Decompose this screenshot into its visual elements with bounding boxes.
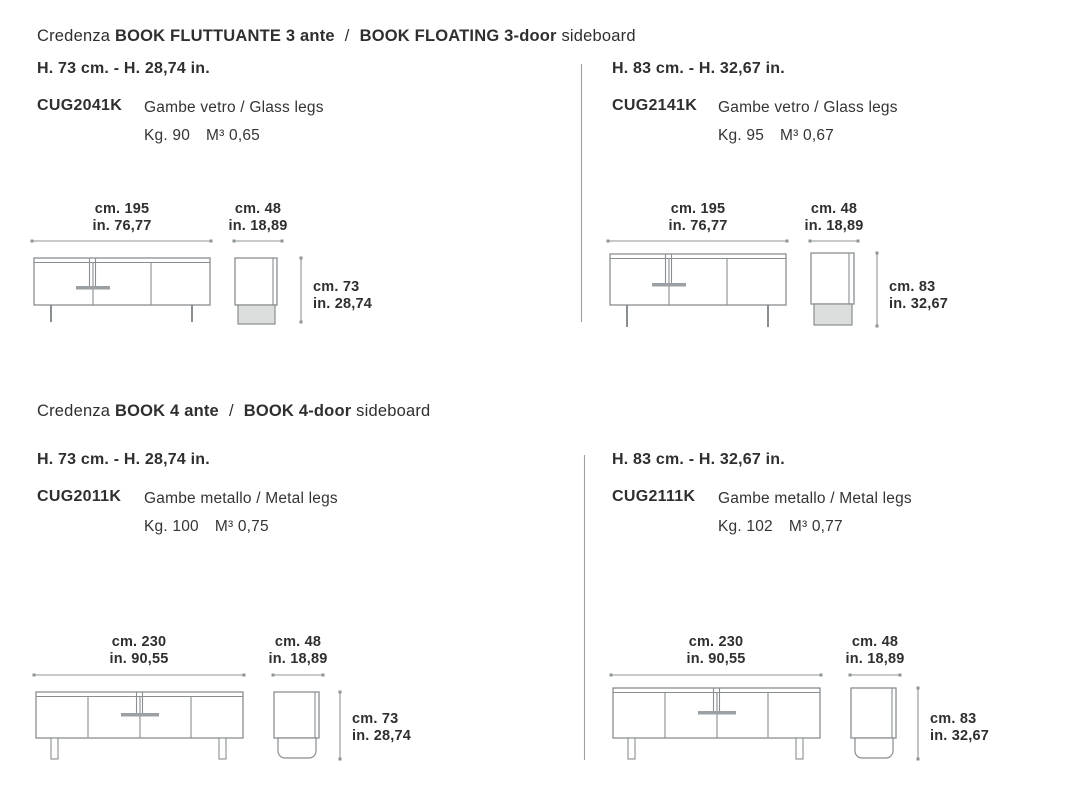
section-title-book-4door bbox=[37, 402, 430, 421]
metal-leg bbox=[219, 738, 226, 759]
front-view bbox=[34, 258, 210, 322]
width-dimension-line bbox=[33, 674, 325, 677]
width-label-in: in. 76,77 bbox=[92, 218, 152, 234]
side-view bbox=[811, 253, 854, 325]
height-label-in: in. 32,67 bbox=[930, 728, 990, 744]
height-dimension-line bbox=[876, 252, 879, 328]
title-lead: Credenza bbox=[37, 27, 111, 46]
depth-label-cm: cm. 48 bbox=[851, 634, 899, 650]
title-model-en: BOOK FLOATING 3-door bbox=[359, 27, 557, 46]
weight-volume-row bbox=[718, 127, 834, 145]
front-view bbox=[613, 688, 820, 759]
drawing-section1-left bbox=[31, 201, 373, 324]
width-label-cm: cm. 195 bbox=[670, 201, 726, 217]
width-dimension-line bbox=[31, 240, 284, 243]
height-dimension-line bbox=[300, 257, 303, 324]
weight-value: Kg. 100 bbox=[144, 518, 199, 535]
width-label-in: in. 90,55 bbox=[109, 651, 169, 667]
volume-value: M³ 0,77 bbox=[788, 518, 843, 535]
title-lead: Credenza bbox=[37, 402, 111, 421]
weight-value: Kg. 95 bbox=[718, 127, 765, 144]
height-label-in: in. 28,74 bbox=[352, 728, 412, 744]
drawing-section2-left bbox=[33, 634, 412, 761]
depth-label-in: in. 18,89 bbox=[228, 218, 288, 234]
weight-volume-row bbox=[718, 518, 843, 536]
title-tail: sideboard bbox=[356, 402, 431, 421]
title-model-it: BOOK 4 ante bbox=[114, 402, 219, 421]
legs-description: Gambe metallo / Metal legs bbox=[144, 490, 338, 507]
front-view bbox=[610, 254, 786, 327]
height-dimension-line bbox=[917, 687, 920, 761]
height-label-cm: cm. 83 bbox=[930, 711, 977, 727]
metal-leg bbox=[628, 738, 635, 759]
depth-label-cm: cm. 48 bbox=[810, 201, 858, 217]
title-model-it: BOOK FLUTTUANTE 3 ante bbox=[114, 27, 335, 46]
volume-value: M³ 0,75 bbox=[214, 518, 269, 535]
weight-value: Kg. 102 bbox=[718, 518, 773, 535]
product-code: CUG2011K bbox=[37, 488, 122, 505]
plinth-base bbox=[238, 305, 275, 324]
metal-leg bbox=[796, 738, 803, 759]
title-tail: sideboard bbox=[561, 27, 636, 46]
weight-volume-row bbox=[144, 518, 269, 536]
width-dimension-line bbox=[607, 240, 860, 243]
title-separator: / bbox=[344, 27, 350, 46]
legs-description: Gambe vetro / Glass legs bbox=[718, 99, 898, 116]
depth-label-in: in. 18,89 bbox=[804, 218, 864, 234]
side-view bbox=[851, 688, 896, 758]
depth-label-cm: cm. 48 bbox=[234, 201, 282, 217]
width-label-in: in. 76,77 bbox=[668, 218, 728, 234]
side-view bbox=[235, 258, 277, 324]
height-dimension-line bbox=[339, 691, 342, 761]
width-label-cm: cm. 230 bbox=[111, 634, 167, 650]
height-spec: H. 83 cm. - H. 32,67 in. bbox=[612, 451, 785, 468]
height-label-cm: cm. 73 bbox=[313, 279, 360, 295]
product-code: CUG2041K bbox=[37, 97, 123, 114]
title-separator: / bbox=[228, 402, 234, 421]
volume-value: M³ 0,65 bbox=[206, 127, 260, 144]
side-view bbox=[274, 692, 319, 758]
depth-label-in: in. 18,89 bbox=[268, 651, 328, 667]
height-label-cm: cm. 83 bbox=[889, 279, 936, 295]
width-label-in: in. 90,55 bbox=[686, 651, 746, 667]
front-view bbox=[36, 692, 243, 759]
legs-description: Gambe vetro / Glass legs bbox=[144, 99, 324, 116]
width-label-cm: cm. 230 bbox=[688, 634, 744, 650]
metal-leg bbox=[51, 738, 58, 759]
volume-value: M³ 0,67 bbox=[780, 127, 834, 144]
height-spec: H. 73 cm. - H. 28,74 in. bbox=[37, 60, 210, 77]
drawing-section1-right bbox=[607, 201, 949, 328]
product-code: CUG2111K bbox=[612, 488, 696, 505]
rounded-base bbox=[278, 738, 316, 758]
rounded-base bbox=[855, 738, 893, 758]
product-code: CUG2141K bbox=[612, 97, 698, 114]
height-spec: H. 73 cm. - H. 28,74 in. bbox=[37, 451, 210, 468]
width-label-cm: cm. 195 bbox=[94, 201, 150, 217]
title-model-en: BOOK 4-door bbox=[243, 402, 352, 421]
width-dimension-line bbox=[610, 674, 902, 677]
plinth-base bbox=[814, 304, 852, 325]
section-title-book-floating bbox=[37, 27, 636, 46]
height-label-in: in. 28,74 bbox=[313, 296, 373, 312]
legs-description: Gambe metallo / Metal legs bbox=[718, 490, 912, 507]
depth-label-in: in. 18,89 bbox=[845, 651, 905, 667]
height-label-in: in. 32,67 bbox=[889, 296, 949, 312]
height-label-cm: cm. 73 bbox=[352, 711, 399, 727]
depth-label-cm: cm. 48 bbox=[274, 634, 322, 650]
drawing-section2-right bbox=[610, 634, 990, 761]
weight-volume-row bbox=[144, 127, 260, 145]
height-spec: H. 83 cm. - H. 32,67 in. bbox=[612, 60, 785, 77]
weight-value: Kg. 90 bbox=[144, 127, 191, 144]
